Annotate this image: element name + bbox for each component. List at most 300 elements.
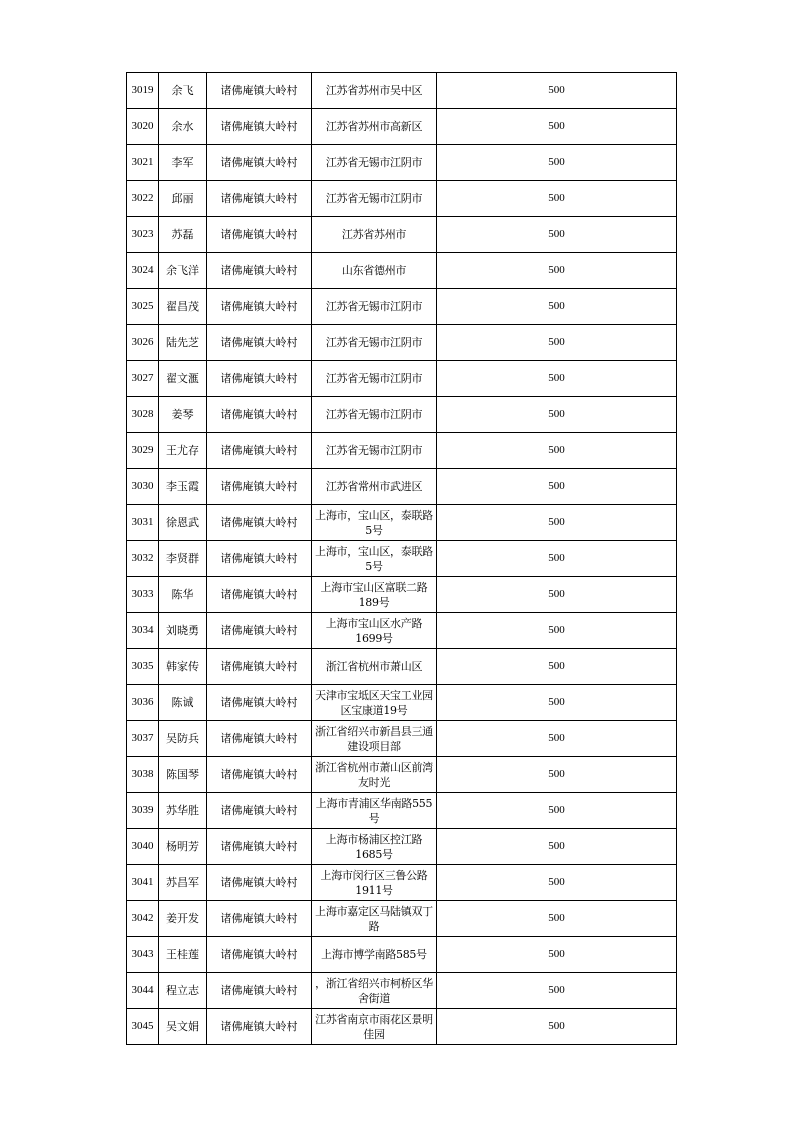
amount-cell [437, 1009, 677, 1045]
person-name-cell [159, 829, 207, 865]
person-name-cell [159, 973, 207, 1009]
amount-cell [437, 613, 677, 649]
table-row [127, 901, 677, 937]
village-cell-text: 诸佛庵镇大岭村 [220, 660, 298, 673]
work-address-cell [312, 433, 437, 469]
village-cell [207, 757, 312, 793]
row-number-cell-text: 3022 [131, 192, 154, 204]
person-name-cell [159, 109, 207, 145]
village-cell-text: 诸佛庵镇大岭村 [220, 300, 298, 313]
row-number-cell-text: 3033 [131, 588, 154, 600]
village-cell-text: 诸佛庵镇大岭村 [220, 84, 298, 97]
amount-cell [437, 937, 677, 973]
person-name-cell-text: 刘晓勇 [166, 624, 199, 637]
row-number-cell-text: 3045 [131, 1020, 154, 1032]
row-number-cell-text: 3032 [131, 552, 154, 564]
amount-cell-text: 500 [548, 660, 565, 672]
village-cell-text: 诸佛庵镇大岭村 [220, 120, 298, 133]
row-number-cell [127, 109, 159, 145]
village-cell [207, 181, 312, 217]
village-cell [207, 361, 312, 397]
row-number-cell [127, 73, 159, 109]
person-name-cell-text: 李军 [171, 156, 194, 169]
amount-cell [437, 793, 677, 829]
amount-cell-text: 500 [548, 480, 565, 492]
person-name-cell [159, 577, 207, 613]
work-address-cell-text: ，浙江省绍兴市柯桥区华舍街道 [315, 976, 433, 1005]
person-name-cell [159, 901, 207, 937]
amount-cell-text: 500 [548, 624, 565, 636]
amount-cell [437, 865, 677, 901]
person-name-cell-text: 吴文娟 [166, 1020, 199, 1033]
row-number-cell-text: 3044 [131, 984, 154, 996]
person-name-cell-text: 陈诚 [171, 696, 194, 709]
work-address-cell-text: 江苏省苏州市吴中区 [325, 84, 423, 97]
village-cell [207, 901, 312, 937]
village-cell-text: 诸佛庵镇大岭村 [220, 408, 298, 421]
records-table-body [127, 73, 677, 1045]
amount-cell [437, 829, 677, 865]
row-number-cell-text: 3038 [131, 768, 154, 780]
person-name-cell-text: 吴防兵 [166, 732, 199, 745]
work-address-cell [312, 829, 437, 865]
amount-cell [437, 325, 677, 361]
work-address-cell-text: 江苏省无锡市江阴市 [325, 372, 423, 385]
village-cell [207, 433, 312, 469]
village-cell-text: 诸佛庵镇大岭村 [220, 912, 298, 925]
work-address-cell [312, 541, 437, 577]
work-address-cell [312, 1009, 437, 1045]
row-number-cell-text: 3031 [131, 516, 154, 528]
table-row [127, 793, 677, 829]
work-address-cell [312, 973, 437, 1009]
amount-cell-text: 500 [548, 876, 565, 888]
person-name-cell [159, 685, 207, 721]
person-name-cell-text: 苏磊 [171, 228, 194, 241]
village-cell-text: 诸佛庵镇大岭村 [220, 768, 298, 781]
amount-cell [437, 145, 677, 181]
amount-cell-text: 500 [548, 120, 565, 132]
village-cell-text: 诸佛庵镇大岭村 [220, 876, 298, 889]
row-number-cell-text: 3035 [131, 660, 154, 672]
work-address-cell [312, 325, 437, 361]
person-name-cell-text: 徐恩武 [166, 516, 199, 529]
row-number-cell-text: 3030 [131, 480, 154, 492]
amount-cell [437, 721, 677, 757]
work-address-cell [312, 937, 437, 973]
work-address-cell-text: 江苏省无锡市江阴市 [325, 156, 423, 169]
person-name-cell [159, 73, 207, 109]
row-number-cell [127, 721, 159, 757]
row-number-cell [127, 361, 159, 397]
work-address-cell-text: 上海市宝山区富联二路189号 [320, 580, 428, 609]
work-address-cell [312, 253, 437, 289]
row-number-cell [127, 793, 159, 829]
records-table [126, 72, 677, 1045]
village-cell [207, 685, 312, 721]
table-row [127, 757, 677, 793]
table-row [127, 721, 677, 757]
work-address-cell-text: 天津市宝坻区天宝工业园区宝康道19号 [315, 688, 433, 717]
village-cell-text: 诸佛庵镇大岭村 [220, 552, 298, 565]
amount-cell-text: 500 [548, 804, 565, 816]
person-name-cell-text: 陈华 [171, 588, 194, 601]
row-number-cell [127, 469, 159, 505]
amount-cell-text: 500 [548, 768, 565, 780]
work-address-cell-text: 山东省德州市 [341, 264, 407, 277]
person-name-cell [159, 793, 207, 829]
table-row [127, 325, 677, 361]
work-address-cell [312, 145, 437, 181]
table-row [127, 865, 677, 901]
amount-cell-text: 500 [548, 732, 565, 744]
row-number-cell-text: 3040 [131, 840, 154, 852]
village-cell [207, 937, 312, 973]
row-number-cell [127, 433, 159, 469]
table-row [127, 433, 677, 469]
village-cell [207, 649, 312, 685]
amount-cell [437, 973, 677, 1009]
village-cell-text: 诸佛庵镇大岭村 [220, 1020, 298, 1033]
person-name-cell [159, 181, 207, 217]
amount-cell [437, 109, 677, 145]
row-number-cell-text: 3041 [131, 876, 154, 888]
person-name-cell [159, 145, 207, 181]
row-number-cell-text: 3028 [131, 408, 154, 420]
work-address-cell-text: 上海市博学南路585号 [321, 948, 427, 961]
row-number-cell-text: 3023 [131, 228, 154, 240]
village-cell [207, 73, 312, 109]
row-number-cell-text: 3027 [131, 372, 154, 384]
person-name-cell [159, 217, 207, 253]
village-cell-text: 诸佛庵镇大岭村 [220, 336, 298, 349]
table-row [127, 649, 677, 685]
village-cell [207, 721, 312, 757]
row-number-cell-text: 3043 [131, 948, 154, 960]
work-address-cell-text: 江苏省无锡市江阴市 [325, 408, 423, 421]
table-row [127, 397, 677, 433]
person-name-cell-text: 翟文滙 [166, 372, 199, 385]
row-number-cell-text: 3026 [131, 336, 154, 348]
table-row [127, 973, 677, 1009]
amount-cell [437, 397, 677, 433]
table-row [127, 577, 677, 613]
amount-cell [437, 505, 677, 541]
table-row [127, 181, 677, 217]
amount-cell-text: 500 [548, 156, 565, 168]
work-address-cell-text: 江苏省苏州市高新区 [325, 120, 423, 133]
village-cell [207, 793, 312, 829]
person-name-cell-text: 陆先芝 [166, 336, 199, 349]
amount-cell-text: 500 [548, 588, 565, 600]
work-address-cell [312, 901, 437, 937]
amount-cell [437, 433, 677, 469]
amount-cell [437, 685, 677, 721]
village-cell [207, 325, 312, 361]
row-number-cell [127, 1009, 159, 1045]
person-name-cell [159, 937, 207, 973]
amount-cell-text: 500 [548, 192, 565, 204]
work-address-cell-text: 上海市嘉定区马陆镇双丁路 [315, 904, 433, 933]
amount-cell-text: 500 [548, 696, 565, 708]
work-address-cell-text: 浙江省杭州市萧山区前湾友时光 [315, 760, 433, 789]
row-number-cell [127, 937, 159, 973]
work-address-cell-text: 浙江省杭州市萧山区 [325, 660, 423, 673]
work-address-cell-text: 浙江省绍兴市新昌县三通建设项目部 [315, 724, 433, 753]
row-number-cell-text: 3036 [131, 696, 154, 708]
person-name-cell [159, 865, 207, 901]
row-number-cell [127, 685, 159, 721]
village-cell-text: 诸佛庵镇大岭村 [220, 624, 298, 637]
row-number-cell [127, 901, 159, 937]
work-address-cell [312, 793, 437, 829]
amount-cell-text: 500 [548, 336, 565, 348]
village-cell-text: 诸佛庵镇大岭村 [220, 984, 298, 997]
amount-cell-text: 500 [548, 516, 565, 528]
person-name-cell-text: 余水 [171, 120, 194, 133]
person-name-cell [159, 433, 207, 469]
work-address-cell-text: 上海市，宝山区，泰联路5号 [315, 544, 433, 573]
village-cell-text: 诸佛庵镇大岭村 [220, 228, 298, 241]
amount-cell [437, 289, 677, 325]
village-cell-text: 诸佛庵镇大岭村 [220, 840, 298, 853]
row-number-cell-text: 3037 [131, 732, 154, 744]
person-name-cell-text: 余飞洋 [166, 264, 199, 277]
table-row [127, 613, 677, 649]
table-row [127, 1009, 677, 1045]
table-row [127, 469, 677, 505]
amount-cell-text: 500 [548, 408, 565, 420]
village-cell-text: 诸佛庵镇大岭村 [220, 732, 298, 745]
work-address-cell [312, 577, 437, 613]
work-address-cell [312, 505, 437, 541]
village-cell [207, 865, 312, 901]
table-row [127, 145, 677, 181]
person-name-cell [159, 469, 207, 505]
amount-cell-text: 500 [548, 948, 565, 960]
row-number-cell-text: 3034 [131, 624, 154, 636]
table-row [127, 289, 677, 325]
work-address-cell-text: 江苏省无锡市江阴市 [325, 444, 423, 457]
person-name-cell [159, 757, 207, 793]
row-number-cell-text: 3029 [131, 444, 154, 456]
row-number-cell [127, 325, 159, 361]
person-name-cell-text: 杨明芳 [166, 840, 199, 853]
village-cell [207, 1009, 312, 1045]
work-address-cell [312, 721, 437, 757]
work-address-cell [312, 361, 437, 397]
work-address-cell [312, 217, 437, 253]
amount-cell-text: 500 [548, 1020, 565, 1032]
amount-cell-text: 500 [548, 228, 565, 240]
amount-cell [437, 541, 677, 577]
work-address-cell-text: 上海市闵行区三鲁公路1911号 [320, 868, 428, 897]
work-address-cell-text: 江苏省南京市雨花区景明佳园 [315, 1012, 433, 1041]
row-number-cell [127, 397, 159, 433]
row-number-cell [127, 505, 159, 541]
person-name-cell-text: 余飞 [171, 84, 194, 97]
village-cell-text: 诸佛庵镇大岭村 [220, 444, 298, 457]
table-row [127, 109, 677, 145]
village-cell [207, 145, 312, 181]
person-name-cell [159, 397, 207, 433]
row-number-cell-text: 3019 [131, 84, 154, 96]
work-address-cell [312, 397, 437, 433]
village-cell [207, 829, 312, 865]
village-cell [207, 613, 312, 649]
table-row [127, 685, 677, 721]
person-name-cell-text: 王尤存 [166, 444, 199, 457]
amount-cell [437, 649, 677, 685]
work-address-cell-text: 上海市杨浦区控江路1685号 [325, 832, 423, 861]
person-name-cell [159, 613, 207, 649]
village-cell [207, 541, 312, 577]
amount-cell-text: 500 [548, 84, 565, 96]
work-address-cell-text: 江苏省苏州市 [341, 228, 407, 241]
village-cell [207, 469, 312, 505]
person-name-cell [159, 1009, 207, 1045]
village-cell-text: 诸佛庵镇大岭村 [220, 948, 298, 961]
row-number-cell [127, 253, 159, 289]
work-address-cell [312, 109, 437, 145]
row-number-cell [127, 757, 159, 793]
person-name-cell-text: 陈国琴 [166, 768, 199, 781]
row-number-cell [127, 541, 159, 577]
person-name-cell-text: 韩家传 [166, 660, 199, 673]
village-cell [207, 217, 312, 253]
work-address-cell-text: 上海市，宝山区，泰联路5号 [315, 508, 433, 537]
village-cell [207, 289, 312, 325]
village-cell [207, 109, 312, 145]
person-name-cell [159, 505, 207, 541]
row-number-cell-text: 3025 [131, 300, 154, 312]
table-row [127, 541, 677, 577]
village-cell-text: 诸佛庵镇大岭村 [220, 516, 298, 529]
village-cell-text: 诸佛庵镇大岭村 [220, 372, 298, 385]
amount-cell [437, 253, 677, 289]
work-address-cell [312, 613, 437, 649]
village-cell [207, 253, 312, 289]
village-cell-text: 诸佛庵镇大岭村 [220, 588, 298, 601]
row-number-cell [127, 973, 159, 1009]
table-row [127, 217, 677, 253]
row-number-cell-text: 3021 [131, 156, 154, 168]
amount-cell [437, 73, 677, 109]
person-name-cell [159, 721, 207, 757]
village-cell-text: 诸佛庵镇大岭村 [220, 156, 298, 169]
document-page [126, 72, 670, 1045]
person-name-cell [159, 649, 207, 685]
work-address-cell [312, 469, 437, 505]
row-number-cell [127, 613, 159, 649]
work-address-cell [312, 181, 437, 217]
work-address-cell [312, 865, 437, 901]
person-name-cell-text: 姜琴 [171, 408, 194, 421]
amount-cell [437, 577, 677, 613]
village-cell [207, 973, 312, 1009]
amount-cell-text: 500 [548, 300, 565, 312]
work-address-cell-text: 上海市青浦区华南路555号 [315, 796, 433, 825]
person-name-cell [159, 325, 207, 361]
table-row [127, 505, 677, 541]
amount-cell [437, 181, 677, 217]
table-row [127, 253, 677, 289]
row-number-cell [127, 181, 159, 217]
work-address-cell-text: 江苏省无锡市江阴市 [325, 192, 423, 205]
village-cell-text: 诸佛庵镇大岭村 [220, 192, 298, 205]
row-number-cell-text: 3024 [131, 264, 154, 276]
row-number-cell [127, 145, 159, 181]
person-name-cell-text: 苏华胜 [166, 804, 199, 817]
village-cell-text: 诸佛庵镇大岭村 [220, 696, 298, 709]
amount-cell [437, 469, 677, 505]
amount-cell [437, 361, 677, 397]
person-name-cell [159, 541, 207, 577]
person-name-cell-text: 翟昌茂 [166, 300, 199, 313]
row-number-cell [127, 865, 159, 901]
row-number-cell [127, 217, 159, 253]
amount-cell-text: 500 [548, 912, 565, 924]
row-number-cell [127, 289, 159, 325]
person-name-cell-text: 苏昌军 [166, 876, 199, 889]
amount-cell-text: 500 [548, 984, 565, 996]
person-name-cell [159, 289, 207, 325]
village-cell-text: 诸佛庵镇大岭村 [220, 480, 298, 493]
amount-cell-text: 500 [548, 444, 565, 456]
row-number-cell-text: 3020 [131, 120, 154, 132]
amount-cell [437, 901, 677, 937]
amount-cell [437, 217, 677, 253]
table-row [127, 829, 677, 865]
work-address-cell-text: 江苏省无锡市江阴市 [325, 336, 423, 349]
table-row [127, 361, 677, 397]
village-cell [207, 505, 312, 541]
table-row [127, 73, 677, 109]
row-number-cell-text: 3039 [131, 804, 154, 816]
village-cell [207, 577, 312, 613]
village-cell-text: 诸佛庵镇大岭村 [220, 264, 298, 277]
work-address-cell-text: 江苏省常州市武进区 [325, 480, 423, 493]
village-cell-text: 诸佛庵镇大岭村 [220, 804, 298, 817]
person-name-cell-text: 邱丽 [171, 192, 194, 205]
row-number-cell [127, 829, 159, 865]
person-name-cell-text: 姜开发 [166, 912, 199, 925]
work-address-cell [312, 757, 437, 793]
person-name-cell [159, 361, 207, 397]
person-name-cell-text: 王桂莲 [166, 948, 199, 961]
row-number-cell-text: 3042 [131, 912, 154, 924]
work-address-cell [312, 289, 437, 325]
work-address-cell [312, 649, 437, 685]
amount-cell [437, 757, 677, 793]
row-number-cell [127, 649, 159, 685]
work-address-cell-text: 上海市宝山区水产路1699号 [325, 616, 423, 645]
person-name-cell [159, 253, 207, 289]
person-name-cell-text: 李玉霞 [166, 480, 199, 493]
table-row [127, 937, 677, 973]
amount-cell-text: 500 [548, 372, 565, 384]
work-address-cell [312, 73, 437, 109]
amount-cell-text: 500 [548, 552, 565, 564]
work-address-cell [312, 685, 437, 721]
person-name-cell-text: 李贤群 [166, 552, 199, 565]
row-number-cell [127, 577, 159, 613]
amount-cell-text: 500 [548, 264, 565, 276]
person-name-cell-text: 程立志 [166, 984, 199, 997]
amount-cell-text: 500 [548, 840, 565, 852]
work-address-cell-text: 江苏省无锡市江阴市 [325, 300, 423, 313]
village-cell [207, 397, 312, 433]
